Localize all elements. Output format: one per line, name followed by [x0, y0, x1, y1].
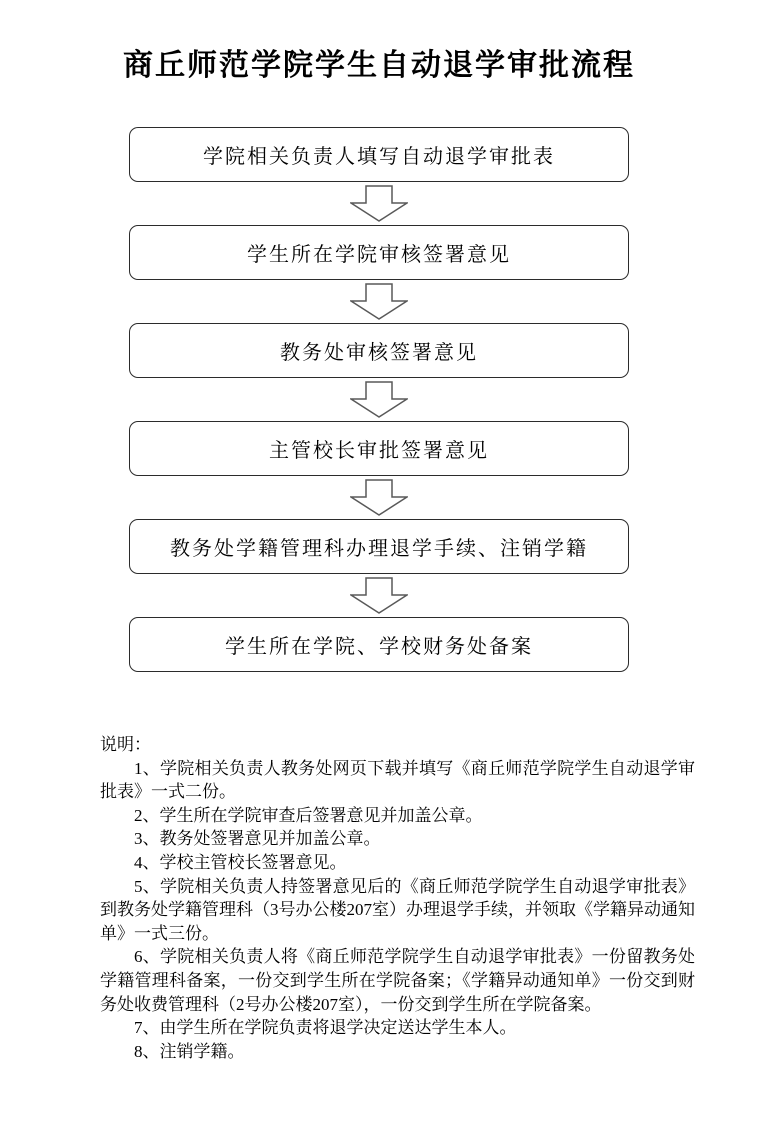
- note-item-8: 8、注销学籍。: [134, 1041, 245, 1061]
- flowchart: [129, 127, 629, 672]
- document-title: 商丘师范学院学生自动退学审批流程: [123, 49, 635, 82]
- notes-heading: 说明：: [100, 735, 151, 754]
- down-arrow-icon: [350, 577, 408, 614]
- note-item-2: 2、学生所在学院审查后签署意见并加盖公章。: [134, 805, 483, 825]
- flow-step-2: [129, 225, 629, 280]
- flow-step-4: [129, 421, 629, 476]
- note-item-1: 1、学院相关负责人教务处网页下载并填写《商丘师范学院学生自动退学审批表》一式二份。: [100, 758, 695, 802]
- flow-step-1: [129, 127, 629, 182]
- down-arrow-icon: [350, 479, 408, 516]
- flow-step-6-label: 学生所在学院、学校财务处备案: [225, 636, 533, 658]
- flow-step-3-label: 教务处审核签署意见: [280, 342, 478, 364]
- flow-step-6: [129, 617, 629, 672]
- down-arrow-icon: [350, 185, 408, 222]
- flow-step-5-label: 教务处学籍管理科办理退学手续、注销学籍: [170, 538, 588, 560]
- note-item-6: 6、学院相关负责人将《商丘师范学院学生自动退学审批表》一份留教务处学籍管理科备案，一份交到学生所在学院备案；《学籍异动通知单》一份交到财务处收费管理科（2号办公楼207室），一份交到学生所在学院备案。: [100, 947, 695, 1014]
- flow-step-1-label: 学院相关负责人填写自动退学审批表: [203, 146, 555, 168]
- note-item-5: 5、学院相关负责人持签署意见后的《商丘师范学院学生自动退学审批表》到教务处学籍管理科（3号办公楼207室）办理退学手续，并领取《学籍异动通知单》一式三份。: [100, 876, 695, 943]
- note-item-4: 4、学校主管校长签署意见。: [134, 852, 347, 872]
- flow-step-4-label: 主管校长审批签署意见: [269, 440, 489, 462]
- down-arrow-icon: [350, 381, 408, 418]
- notes-section: [100, 733, 695, 1063]
- flow-step-2-label: 学生所在学院审核签署意见: [247, 244, 511, 266]
- note-item-3: 3、教务处签署意见并加盖公章。: [134, 829, 381, 849]
- down-arrow-icon: [350, 283, 408, 320]
- note-item-7: 7、由学生所在学院负责将退学决定送达学生本人。: [134, 1018, 517, 1038]
- flow-step-3: [129, 323, 629, 378]
- flow-step-5: [129, 519, 629, 574]
